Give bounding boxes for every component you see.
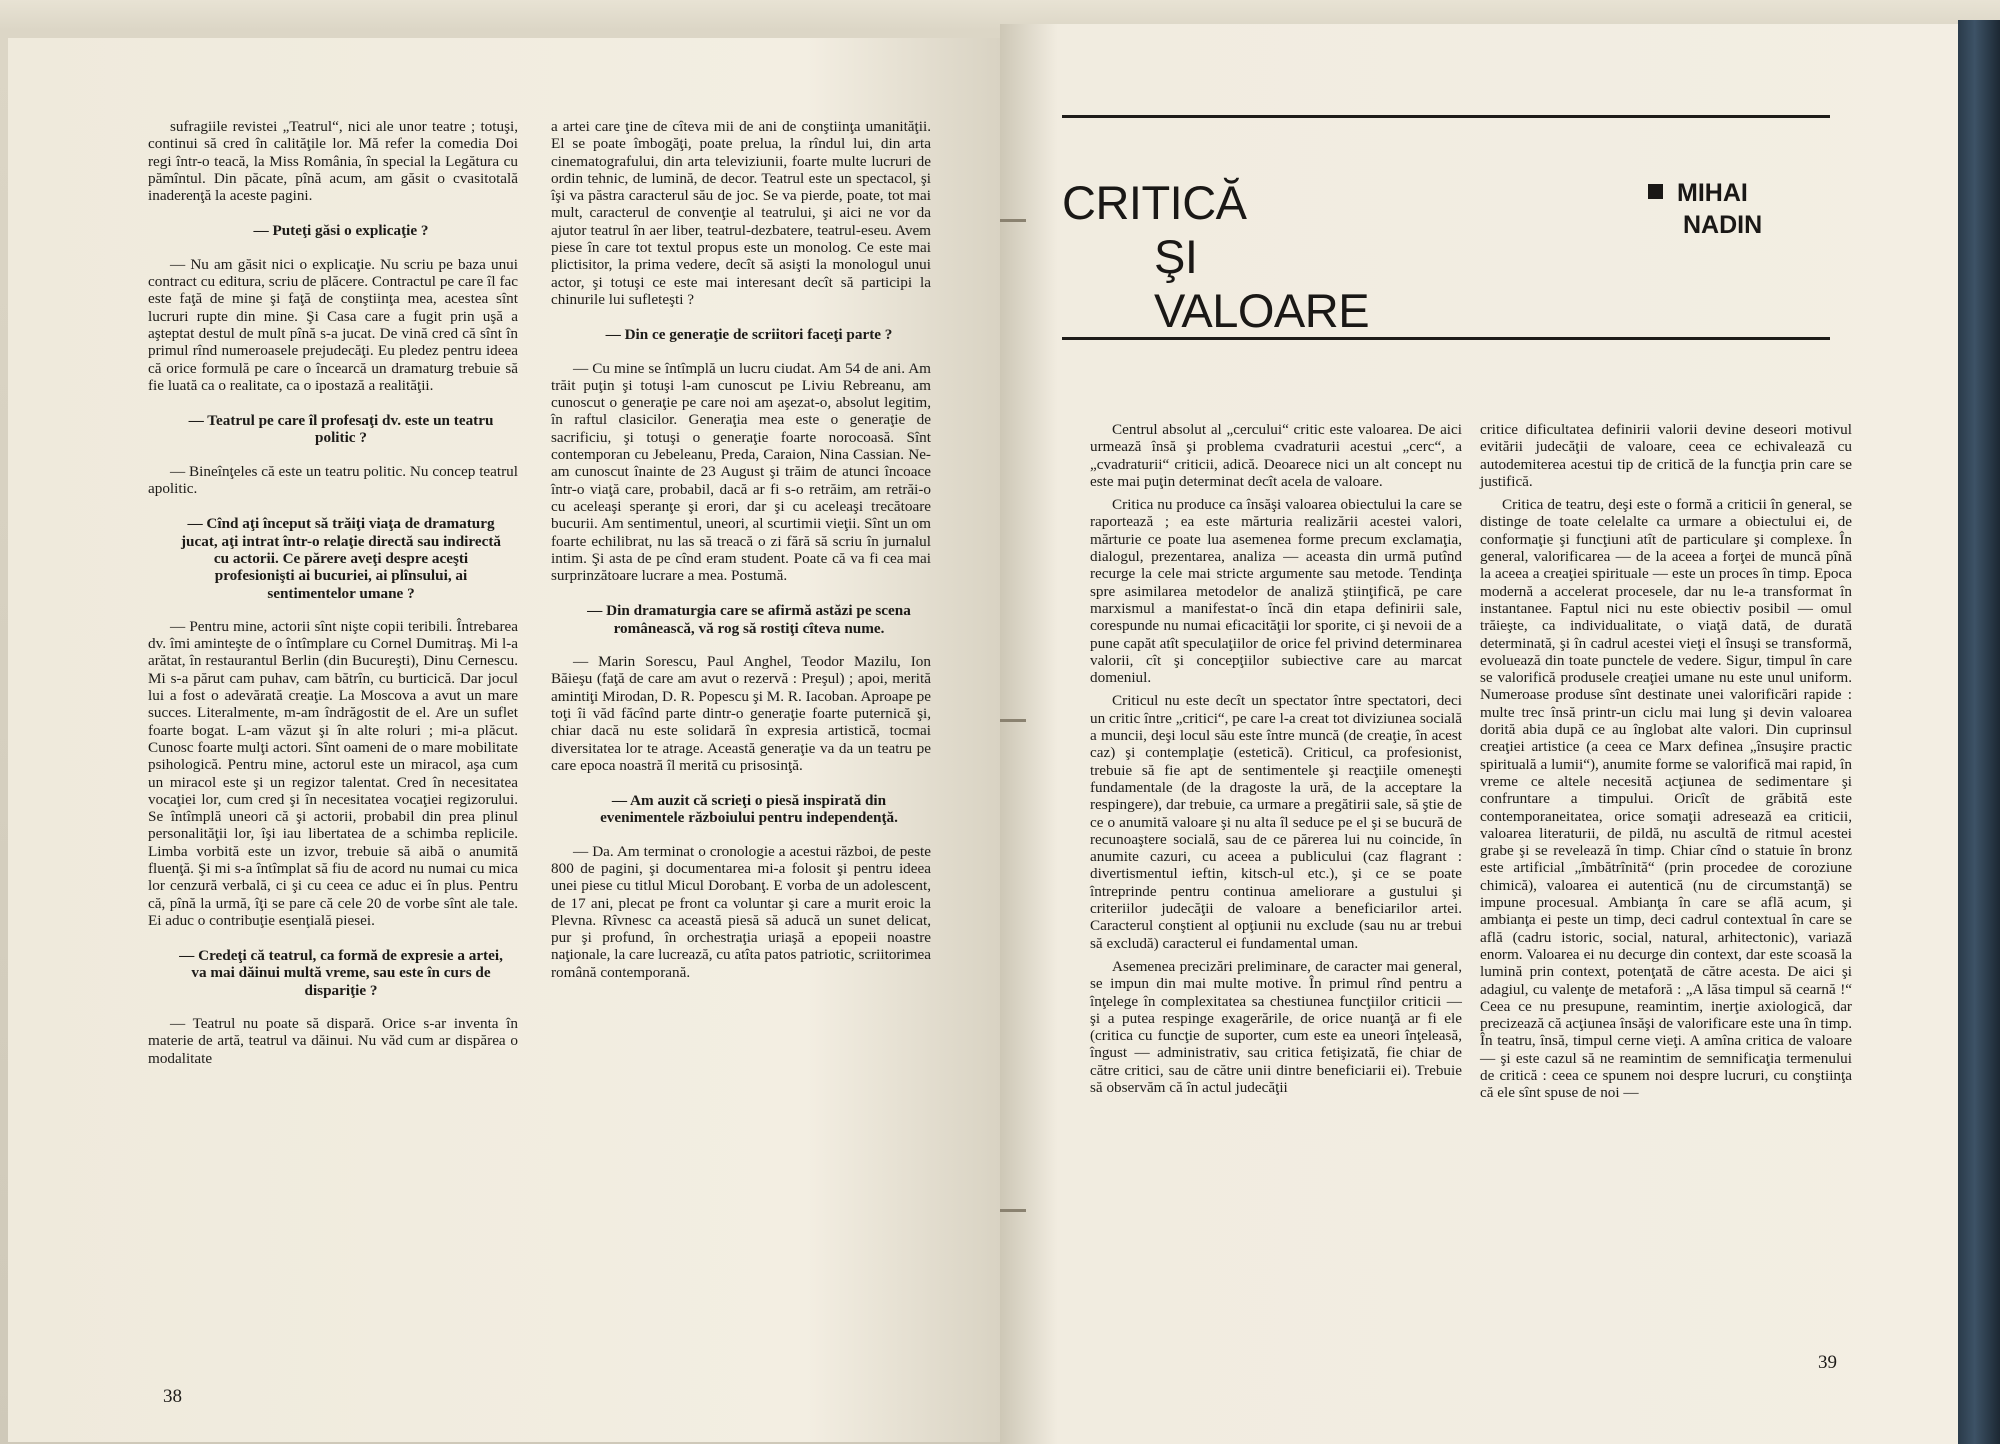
interview-question: — Teatrul pe care îl profesaţi dv. este un teatru politic ?: [188, 412, 494, 447]
paragraph: — Nu am găsit nici o explicaţie. Nu scriu pe baza unui contract cu editura, scriu de plăcere. Contractul pe care îl fac este faţă de mine şi faţă de conştiinţa mea, acestea sînt lucruri rupte din mine. Şi Casa care a fugit prin uşă a aşteptat destul de mult pînă s-a jucat. De vină cred că sînt în primul rînd numeroasele prejudecăţi. Eu pledez pentru ideea că orice formulă pe care o încearcă un dramaturg trebuie să fie luată ca o realitate, ca o ipostază a realităţii.: [148, 255, 518, 394]
interview-question: — Puteţi găsi o explicaţie ?: [253, 222, 429, 240]
author-last-name: NADIN: [1683, 211, 1763, 239]
paragraph: a artei care ţine de cîteva mii de ani de conştiinţa umanităţii. El se poate îmbogăţi, poate prelua, la rîndul lui, din arta cinematografului, din arta televiziunii, foarte multe lucruri de ordin tehnic, de lumină, de decor. Teatrul este un spectacol, şi îşi va păstra caracterul său de joc. Se va pierde, poate, tot mai mult, caracterul de convenţie al teatrului, şi aici ne vor da ajutor teatrul în aer liber, teatrul-dezbatere, teatrul-eseu. Avem piese în care tot textul propus este un monolog. Ce este mai plictisitor, la prima vedere, decît să asişti la monologul unui actor, şi totuşi ce este mai interesant decît să participi la chinurile lui sufleteşti ?: [551, 118, 931, 308]
paragraph: — Cu mine se întîmplă un lucru ciudat. Am 54 de ani. Am trăit puţin şi totuşi l-am cunoscut pe Liviu Rebreanu, am cunoscut o generaţie pe care noi am aşezat-o, absolut legitim, în raftul clasicilor. Generaţia mea este o generaţie de sacrificiu, şi totuşi o generaţie foarte norocoasă. Sînt contemporan cu Jebeleanu, Preda, Caraion, Nina Cassian. Ne-am cunoscut înainte de 23 August şi trăim de atunci încoace într-o viaţă care, probabil, dacă ar fi s-o retrăim, am retrăi-o cu aceleaşi speranţe şi erori, dar şi cu aceleaşi trecătoare bucurii. Am sentimentul, uneori, al scurtimii vieţii. Sînt un om foarte echilibrat, nu las să treacă o zi fără să scriu în jurnalul intim. Şi asta de pe cînd eram student. Poate că va fi cea mai surprinzătoare lucrare a mea. Postumă.: [551, 359, 931, 585]
left-column-1: [148, 118, 518, 1073]
paragraph: Critica de teatru, deşi este o formă a criticii în general, se distinge de toate celelalte ca urmare a obiectului ei, de conformaţie şi funcţiuni atît de particulare şi complexe. În general, valorificarea — de la aceea a forţei de muncă pînă la aceea a creaţiei spirituale — este un proces în timp. Epoca modernă a accelerat procesele, dar nu le-a transformat în instantanee. Faptul nici nu este obiectiv posibil — omul trăieşte, ca individualitate, o viaţă dată, de durată determinată, şi în cadrul acestei vieţi el însuşi se transformă, evoluează din toate punctele de vedere. Sigur, timpul în care se valorifică produsele creaţiei umane nu este unul uniform. Numeroase produse sînt destinate unei valorificări rapide : multe trec însă printr-un ciclu mai lung şi devin valoarea dorită abia după ce au înglobat alte valori. Din cuprinsul creaţiei artistice (a ceea ce Marx definea „însuşire practic spirituală a lumii“), anumite forme se valorifică mai rapid, în vreme ce altele necesită acţiunea de sedimentare şi confruntare a timpului. Oricît de grăbită este contemporaneitatea, orice somaţii adresează ea criticii, valoarea literaturii, de pildă, nu ascultă de ritmul acestei grabe şi se revelează în timp. Chiar cînd o statuie în bronz este artificial „îmbătrînită“ (prin procedee de coroziune chimică), valoarea ei autentică (nu de circumstanţă) se impune procesual. Ambianţa în care se află acum, şi ambianţa ei peste un timp, deci cadrul contextual în care se află (cadru istoric, social, natural, arhitectonic), variază enorm. Valoarea ei nu decurge din context, dar este scoasă la lumină prin context, potenţată de către acesta. De aici şi adagiul, cu valenţe de metaforă : „A lăsa timpul să cearnă !“ Ceea ce nu presupune, reamintim, inerţie axiologică, dar precizează că acţiunea însăşi de valorificare este una în timp. În teatru, însă, timpul cerne vieţi. A amîna critica de valoare — şi este cazul să ne reamintim de semnificaţia termenului de critică : ceea ce spunem noi despre lucruri, cu conştiinţa că ele sînt spuse de noi —: [1480, 496, 1852, 1102]
page-number-left: 38: [163, 1386, 182, 1407]
article-author: [1648, 177, 1818, 241]
right-column-1: [1090, 421, 1462, 1102]
left-column-2: [551, 118, 931, 987]
author-first-name: MIHAI: [1677, 179, 1748, 207]
paragraph: — Bineînţeles că este un teatru politic. Nu concep teatrul apolitic.: [148, 462, 518, 498]
book-cover-edge: [1958, 20, 2000, 1444]
article-title: [1062, 176, 1422, 338]
paragraph: Criticul nu este decît un spectator între spectatori, deci un critic între „critici“, pe care l-a creat tot diviziunea socială a muncii, deşi locul său este între muncă (de creaţie, în acest caz) şi contemplaţie (estetică). Criticul, ca profesionist, trebuie să fie apt de sentimentele şi reacţiile omeneşti fundamentale (de la dragoste la ură, de la acceptare la respingere), dar trebuie, ca urmare a pregătirii sale, să ştie de ce o anumită valoare şi nu alta îl seduce pe el şi se bucură de recunoaştere socială, sau de ce părerea lui nu coincide, în anumite cazuri, cu aceea a publicului (caz flagrant : divertismentul ieftin, kitsch-ul etc.), şi ce se poate întreprinde pentru continua ameliorare a gustului şi criteriilor judecăţii de valoare a beneficiarilor artei. Caracterul conştient al opţiunii nu exclude (sau nu ar trebui să excludă) caracterul ei fundamental uman.: [1090, 692, 1462, 952]
page-number-right: 39: [1818, 1352, 1837, 1373]
right-column-2: [1480, 421, 1852, 1108]
interview-question: — Credeţi că teatrul, ca formă de expresie a artei, va mai dăinui multă vreme, sau este în curs de dispariţie ?: [179, 947, 503, 999]
paragraph: — Pentru mine, actorii sînt nişte copii teribili. Întrebarea dv. îmi aminteşte de o întîmplare cu Cornel Dumitraş. Mi l-a arătat, în restaurantul Berlin (din Bucureşti), Dinu Cernescu. Mi s-a părut cam puhav, cam bătrîn, cu burticică. Dar jocul lui a fost o adevărată creaţie. La Moscova a avut un mare succes. Literalmente, m-am îndrăgostit de el. Are un suflet foarte bogat. L-am văzut şi în alte roluri ; mi-a plăcut. Cunosc foarte mulţi actori. Sînt oameni de o mare mobilitate psihologică. Pentru mine, actorul este un miracol, aşa cum un miracol este şi un regizor talentat. Cred în necesitatea vocaţiei lor, cum cred şi în necesitatea vocaţiei regizorului. Se întîmplă uneori că şi actorii, probabil din prea plinul personalităţii lor, îşi iau libertatea de a schimba replicile. Limba vorbită este un izvor, trebuie să aibă o anumită fluenţă. Şi mi s-a întîmplat să fiu de acord nu numai cu mica lor cenzură verbală, ci şi cu ceea ce aduc ei în plus. Pentru că, pînă la urmă, îţi se pare că cele 20 de vorbe sînt ale tale. Ei aduc o contribuţie esenţială piesei.: [148, 617, 518, 929]
paragraph: sufragiile revistei „Teatrul“, nici ale unor teatre ; totuşi, continui să cred în calităţile lor. Mă refer la comedia Doi regi într-o teacă, la Miss România, în special la Legătura cu pămîntul. Din păcate, pînă acum, am găsit o cvasitotală inaderenţă la aceste pagini.: [148, 118, 518, 205]
interview-question: — Cînd aţi început să trăiţi viaţa de dramaturg jucat, aţi intrat într-o relaţie directă sau indirectă cu actorii. Ce părere aveţi despre aceşti profesionişti ai bucuriei, ai plînsului, ai sentimentelor umane ?: [181, 515, 501, 602]
article-title-line-2: ŞI VALOARE: [1154, 230, 1370, 337]
article-title-line-1: CRITICĂ: [1062, 176, 1247, 229]
binding-stitch: [1000, 1209, 1026, 1212]
header-rule-top: [1062, 115, 1830, 118]
interview-question: — Din ce generaţie de scriitori faceţi parte ?: [605, 326, 893, 344]
square-bullet-icon: [1648, 184, 1663, 199]
left-page: [8, 38, 1006, 1442]
paragraph: Centrul absolut al „cercului“ critic este valoarea. De aici urmează însă şi problema cvadraturii acestui „cerc“, a „cvadraturii“ criticii, adică. Deoarece nici un alt concept nu este mai puţin determinat decît acela de valoare.: [1090, 421, 1462, 490]
interview-question: — Din dramaturgia care se afirmă astăzi pe scena românească, vă rog să rostiţi cîteva nume.: [587, 602, 911, 637]
interview-question: — Am auzit că scrieţi o piesă inspirată din evenimentele războiului pentru independenţă.: [600, 792, 898, 827]
paragraph: critice dificultatea definirii valorii devine deseori motivul evitării judecăţii de valoare, ceea ce echivalează cu autodemiterea acestui tip de critică de la funcţia prin care se justifică.: [1480, 421, 1852, 490]
header-rule-bottom: [1062, 337, 1830, 340]
paragraph: — Da. Am terminat o cronologie a acestui război, de peste 800 de pagini, şi documentarea mi-a folosit şi pentru ideea unei piese cu titlul Micul Dorobanţ. E vorba de un adolescent, de 17 ani, plecat pe front ca voluntar şi care a murit eroic la Plevna. Rîvnesc ca această piesă să aducă un sunet delicat, pur şi profund, în orchestraţia uriaşă a epopeii noastre naţionale, la care lucrează, cu atîta patos patriotic, scriitorimea română contemporană.: [551, 842, 931, 981]
paragraph: — Marin Sorescu, Paul Anghel, Teodor Mazilu, Ion Băieşu (faţă de care am avut o rezervă : Preşul) ; apoi, merită amintiţi Mirodan, D. R. Popescu şi M. R. Iacoban. Aproape pe toţi îi văd făcînd parte dintr-o generaţie foarte puternică şi, chiar dacă nu este solidară în expresia artistică, tocmai diversitatea lor te atrage. Această generaţie va da un teatru pe care epoca noastră îl merită cu prisosinţă.: [551, 653, 931, 774]
paragraph: Critica nu produce ca însăşi valoarea obiectului la care se raportează ; ea este mărturia realizării acestei valori, mărturie ce poate lua asemenea forme precum exclamaţia, dialogul, prezentarea, analiza — aceasta din urmă putînd recurge la cele mai stricte argumente sau metode. Tendinţa spre asimilarea metodelor de analiză ştiinţifică, pe care marxismul a manifestat-o încă din etapa definirii sale, corespunde nu numai eficacităţii lor sporite, ci şi nevoii de a pune capăt atît speculaţiilor de orice fel privind determinarea valorii, cît şi concepţiilor subiective care au marcat domeniul.: [1090, 496, 1462, 687]
paragraph: Asemenea precizări preliminare, de caracter mai general, se impun din mai multe motive. În primul rînd pentru a înţelege în complexitatea sa chestiunea funcţiilor criticii — şi a putea respinge exagerările, de orice nuanţă ar fi ele (critica cu funcţie de suporter, cum este ea uneori înţeleasă, îngust — administrativ, sau critica fetişizată, fie chiar de către critici, sau de către unii dintre beneficiarii ei). Trebuie să observăm că în actul judecăţii: [1090, 957, 1462, 1096]
binding-stitch: [1000, 719, 1026, 722]
binding-stitch: [1000, 219, 1026, 222]
right-page: [1000, 24, 1958, 1444]
paragraph: — Teatrul nu poate să dispară. Orice s-ar inventa în materie de artă, teatrul va dăinui. Nu văd cum ar dispărea o modalitate: [148, 1015, 518, 1067]
